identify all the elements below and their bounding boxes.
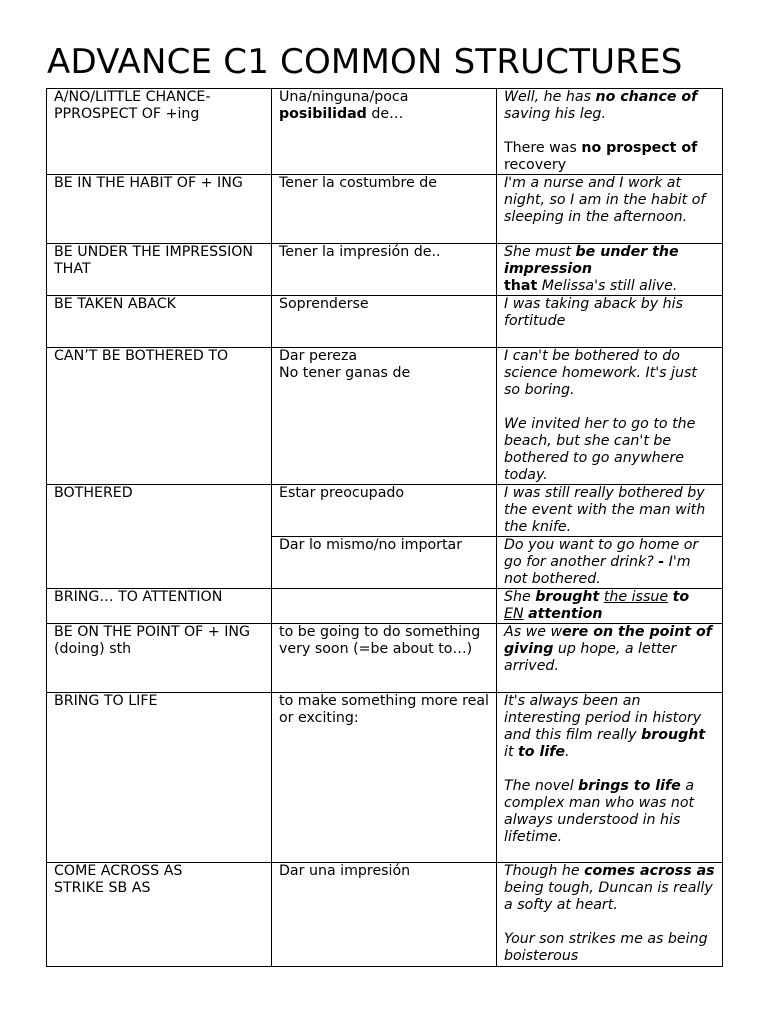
table-row bbox=[47, 863, 723, 967]
table-row bbox=[47, 693, 723, 863]
structure-text: BE TAKEN ABACK bbox=[54, 296, 176, 312]
table-row bbox=[47, 175, 723, 244]
table-row bbox=[47, 244, 723, 296]
example-text: I was taking aback by his fortitude bbox=[504, 296, 683, 329]
structure-text: STRIKE SB AS bbox=[54, 880, 151, 896]
structure-text: BE ON THE POINT OF + ING (doing) sth bbox=[54, 624, 251, 657]
example-text: I'm a nurse and I work at night, so I am in the habit of sleeping in the afternoon. bbox=[504, 175, 706, 225]
meaning-bold: posibilidad bbox=[279, 106, 367, 122]
meaning-text: Dar pereza bbox=[279, 348, 358, 364]
example-text: She must bbox=[504, 244, 576, 260]
table-row bbox=[47, 589, 723, 624]
example-cell bbox=[497, 863, 723, 967]
example-text: Do you want to go home or go for another drink? bbox=[504, 537, 699, 570]
example-bold: be under the impression bbox=[504, 244, 679, 277]
example-text: it bbox=[504, 744, 519, 760]
example-bold: that bbox=[504, 278, 538, 294]
structure-cell bbox=[47, 89, 272, 175]
meaning-text: Tener la impresión de.. bbox=[279, 244, 441, 260]
structures-table bbox=[46, 88, 723, 967]
example-text: Though he bbox=[504, 863, 585, 879]
meaning-cell bbox=[272, 589, 497, 624]
page-title: ADVANCE C1 COMMON STRUCTURES bbox=[47, 42, 683, 82]
meaning-cell bbox=[272, 624, 497, 693]
table-row bbox=[47, 348, 723, 485]
meaning-text: Dar una impresión bbox=[279, 863, 411, 879]
meaning-text: Tener la costumbre de bbox=[279, 175, 437, 191]
structure-text: BRING… TO ATTENTION bbox=[54, 589, 223, 605]
table-row bbox=[47, 89, 723, 175]
meaning-cell bbox=[272, 89, 497, 175]
example-text: saving his leg. bbox=[504, 106, 606, 122]
meaning-cell bbox=[272, 244, 497, 296]
example-cell bbox=[497, 589, 723, 624]
structure-cell bbox=[47, 244, 272, 296]
structure-cell bbox=[47, 485, 272, 589]
example-text: The novel bbox=[504, 778, 579, 794]
structure-cell bbox=[47, 296, 272, 348]
example-text: We invited her to go to the beach, but she can't be bothered to go anywhere today. bbox=[504, 416, 696, 483]
example-cell bbox=[497, 175, 723, 244]
example-text: She bbox=[504, 589, 536, 605]
example-bold: attention bbox=[528, 606, 603, 622]
structure-text: BE IN THE HABIT OF + ING bbox=[54, 175, 243, 191]
structure-text: CAN’T BE BOTHERED TO bbox=[54, 348, 229, 364]
example-bold: brought bbox=[641, 727, 706, 743]
example-text: Well, he has bbox=[504, 89, 596, 105]
structure-cell bbox=[47, 589, 272, 624]
example-cell bbox=[497, 244, 723, 296]
meaning-text: Soprenderse bbox=[279, 296, 369, 312]
meaning-cell bbox=[272, 537, 497, 589]
structure-text: COME ACROSS AS bbox=[54, 863, 183, 879]
example-cell bbox=[497, 693, 723, 863]
example-bold: to life bbox=[518, 744, 566, 760]
example-text: I was still really bothered by the event with the man with the knife. bbox=[504, 485, 706, 535]
example-bold: comes across as bbox=[584, 863, 715, 879]
example-text: . bbox=[565, 744, 570, 760]
meaning-cell bbox=[272, 175, 497, 244]
example-underline: the issue bbox=[603, 589, 669, 605]
example-text: I'm not bothered. bbox=[504, 554, 691, 587]
meaning-text: Dar lo mismo/no importar bbox=[279, 537, 463, 553]
example-text: recovery bbox=[504, 157, 567, 173]
example-text: There was bbox=[504, 140, 582, 156]
example-bold: ere on the point of giving bbox=[504, 624, 712, 657]
table-row bbox=[47, 296, 723, 348]
example-cell bbox=[497, 485, 723, 537]
example-cell bbox=[497, 537, 723, 589]
meaning-cell bbox=[272, 485, 497, 537]
meaning-text: Estar preocupado bbox=[279, 485, 405, 501]
example-text: being tough, Duncan is really a softy at heart. bbox=[504, 880, 713, 913]
example-text: up hope, a letter arrived. bbox=[504, 641, 677, 674]
example-cell bbox=[497, 624, 723, 693]
example-underline: EN bbox=[504, 606, 524, 622]
meaning-text: to make something more real or exciting: bbox=[279, 693, 489, 726]
example-bold: - bbox=[658, 554, 665, 570]
example-bold: brings to life bbox=[578, 778, 681, 794]
meaning-text: to be going to do something very soon (=be about to…) bbox=[279, 624, 481, 657]
example-text: It's always been an interesting period in history and this film really bbox=[504, 693, 702, 743]
table-row bbox=[47, 624, 723, 693]
example-bold: no chance of bbox=[595, 89, 698, 105]
example-text: As we w bbox=[504, 624, 563, 640]
example-cell bbox=[497, 89, 723, 175]
example-text: a complex man who was not always understood in his lifetime. bbox=[504, 778, 695, 845]
meaning-cell bbox=[272, 693, 497, 863]
structure-cell bbox=[47, 175, 272, 244]
meaning-text: de… bbox=[366, 106, 404, 122]
structure-cell bbox=[47, 693, 272, 863]
structure-cell bbox=[47, 348, 272, 485]
structure-cell bbox=[47, 863, 272, 967]
meaning-text: No tener ganas de bbox=[279, 365, 411, 381]
example-text: I can't be bothered to do science homework. It's just so boring. bbox=[504, 348, 697, 398]
structure-text: BRING TO LIFE bbox=[54, 693, 158, 709]
example-text: Melissa's still alive. bbox=[537, 278, 678, 294]
structure-text: BOTHERED bbox=[54, 485, 133, 501]
example-bold: brought bbox=[535, 589, 600, 605]
meaning-cell bbox=[272, 348, 497, 485]
example-bold: to bbox=[672, 589, 690, 605]
structure-cell bbox=[47, 624, 272, 693]
structure-text: A/NO/LITTLE CHANCE-PPROSPECT OF +ing bbox=[54, 89, 211, 122]
meaning-cell bbox=[272, 863, 497, 967]
example-cell bbox=[497, 348, 723, 485]
example-bold: no prospect of bbox=[581, 140, 698, 156]
example-text: Your son strikes me as being boisterous bbox=[504, 931, 708, 964]
table-row bbox=[47, 485, 723, 537]
structure-text: BE UNDER THE IMPRESSION THAT bbox=[54, 244, 254, 277]
meaning-cell bbox=[272, 296, 497, 348]
meaning-text: Una/ninguna/poca bbox=[279, 89, 409, 105]
example-cell bbox=[497, 296, 723, 348]
